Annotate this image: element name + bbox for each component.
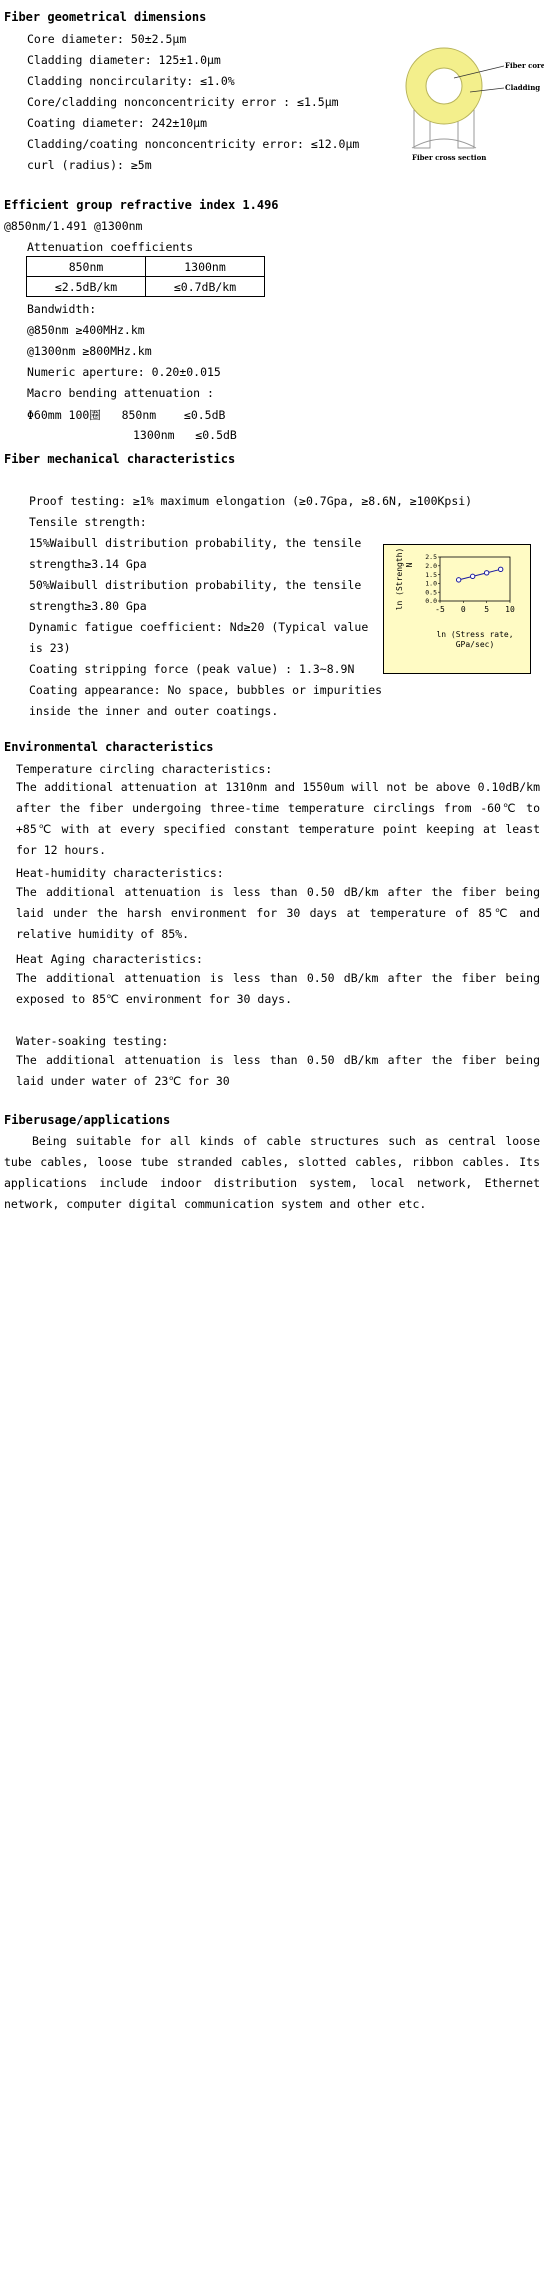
weibull-chart-svg [384,545,530,673]
table-value-850: ≤2.5dB/km [27,277,146,297]
x-tick-label: 0 [460,605,466,614]
core-cladding-error: Core/cladding nonconcentricity error : ≤1.5μm [27,95,339,109]
data-point [498,567,502,571]
proof-testing: Proof testing: ≥1% maximum elongation (≥0.7Gpa, ≥8.6N, ≥100Kpsi) [29,494,473,508]
y-tick-label: 2.0 [425,562,437,570]
y-tick-label: 0.0 [425,597,437,606]
data-point [484,571,488,575]
series-line [459,569,501,580]
appearance-line1: Coating appearance: No space, bubbles or impurities [29,683,383,697]
coating-diameter: Coating diameter: 242±10μm [27,116,208,130]
cladding-noncircularity: Cladding noncircularity: ≤1.0% [27,74,235,88]
y-tick-label: 1.5 [425,570,437,579]
data-point [470,574,474,578]
macro-bending-850: Φ60mm 100圈 850nm ≤0.5dB [27,408,226,422]
humidity-text: The additional attenuation is less than 0.50 dB/km after the fiber being laid under the harsh environment for 30 days at temperature of 85℃ and relative humidity of 85%. [16,885,540,941]
attenuation-label: Attenuation coefficients [27,240,194,254]
water-text: The additional attenuation is less than 0.50 dB/km after the fiber being laid under water of 23℃ for 30 [16,1053,540,1088]
cladding-label: Cladding [505,83,541,92]
table-header-1300: 1300nm [146,257,265,277]
stripping-force: Coating stripping force (peak value) : 1.3~8.9N [29,662,355,676]
plot-frame [440,557,510,601]
refractive-subtitle: @850nm/1.491 @1300nm [4,219,143,233]
tensile-15-line2: strength≥3.14 Gpa [29,557,147,571]
bandwidth-850: @850nm ≥400MHz.km [27,323,145,337]
attenuation-table [26,256,265,297]
water-label: Water-soaking testing: [16,1034,169,1048]
tensile-15-line1: 15%Waibull distribution probability, the tensile [29,536,362,550]
y-axis-label: ln (Strength) [395,547,404,611]
tensile-label: Tensile strength: [29,515,147,529]
bandwidth-1300: @1300nm ≥800MHz.km [27,344,152,358]
y-axis-label-extra: N [405,562,414,568]
fiber-cross-section-figure [404,44,544,164]
x-axis-label: ln (Stress rate, [436,630,514,639]
table-header-850: 850nm [27,257,146,277]
refractive-title: Efficient group refractive index 1.496 [4,198,279,212]
x-tick-label: 5 [484,605,490,614]
tensile-50-line2: strength≥3.80 Gpa [29,599,147,613]
figure-caption: Fiber cross section [412,153,487,162]
environmental-title: Environmental characteristics [4,740,214,754]
table-row [27,277,265,297]
y-tick-label: 0.5 [425,588,437,597]
y-tick-label: 2.5 [425,553,437,562]
data-point [456,578,460,582]
curl-radius: curl (radius): ≥5m [27,158,152,172]
fatigue-line1: Dynamic fatigue coefficient: Nd≥20 (Typical value [29,620,369,634]
x-tick-label: 10 [505,605,515,614]
cladding-diameter: Cladding diameter: 125±1.0μm [27,53,221,67]
usage-text: Being suitable for all kinds of cable structures such as central loose tube cables, loose tube stranded cables, slotted cables, ribbon cables. Its applications include indoor distribution system, local network, Ethernet network, computer digital communication system and other etc. [4,1134,540,1211]
macro-bending-1300: 1300nm ≤0.5dB [133,428,237,442]
aging-text: The additional attenuation is less than 0.50 dB/km after the fiber being exposed to 85℃ environment for 30 days. [16,971,540,1006]
x-tick-label: -5 [435,605,445,614]
core-diameter: Core diameter: 50±2.5μm [27,32,187,46]
fiber-cross-section-icon [404,44,544,164]
fatigue-line2: is 23) [29,641,71,655]
weibull-chart [383,544,531,674]
table-row [27,257,265,277]
macro-bending-label: Macro bending attenuation : [27,386,214,400]
temperature-label: Temperature circling characteristics: [16,762,273,776]
mechanical-title: Fiber mechanical characteristics [4,452,236,466]
bandwidth-label: Bandwidth: [27,302,97,316]
aging-label: Heat Aging characteristics: [16,952,203,966]
geometric-title: Fiber geometrical dimensions [4,10,207,24]
x-axis-label-cont: GPa/sec) [455,640,495,649]
appearance-line2: inside the inner and outer coatings. [29,704,279,718]
numeric-aperture: Numeric aperture: 0.20±0.015 [27,365,221,379]
y-tick-label: 1.0 [425,579,437,588]
usage-title: Fiberusage/applications [4,1113,171,1127]
fiber-core-label: Fiber core [505,61,544,70]
temperature-text: The additional attenuation at 1310nm and 1550um will not be above 0.10dB/km after the fiber undergoing three-time temperature circlings from -60℃ to +85℃ with at every specified constant temperature point keeping at least for 12 hours. [16,780,540,857]
cladding-coating-error: Cladding/coating nonconcentricity error: ≤12.0μm [27,137,360,151]
tensile-50-line1: 50%Waibull distribution probability, the tensile [29,578,362,592]
table-value-1300: ≤0.7dB/km [146,277,265,297]
humidity-label: Heat-humidity characteristics: [16,866,224,880]
